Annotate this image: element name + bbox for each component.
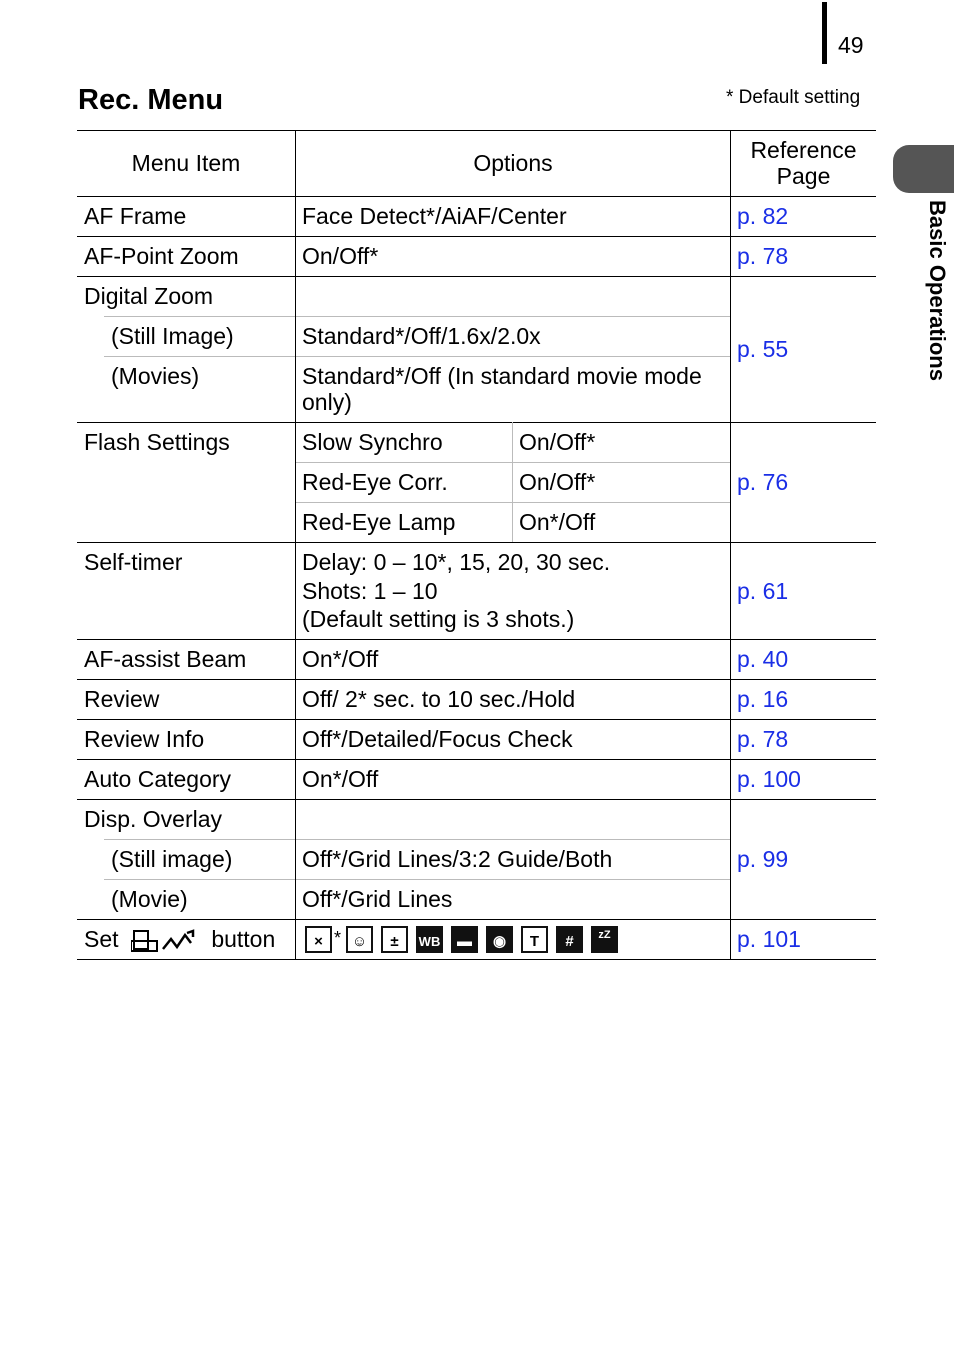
default-mark: * [334,928,342,948]
digital-zoom-movies-label: (Movies) [111,363,200,389]
button-label: button [211,926,276,952]
disp-overlay-item: Disp. Overlay [84,806,223,832]
self-timer-line2: Shots: 1 – 10 [302,578,438,604]
self-timer-item: Self-timer [84,549,183,575]
white-balance-icon: WB [416,926,443,953]
self-timer-ref[interactable]: p. 61 [737,578,789,604]
digital-zoom-ref[interactable]: p. 55 [737,336,789,362]
timer-icon: T [521,926,548,953]
digital-zoom-still-options: Standard*/Off/1.6x/2.0x [302,323,541,349]
auto-category-item: Auto Category [84,766,232,792]
af-frame-options: Face Detect*/AiAF/Center [302,203,567,229]
disp-overlay-still-options: Off*/Grid Lines/3:2 Guide/Both [302,846,613,872]
page-title: Rec. Menu [78,84,224,116]
disp-overlay-still-label: (Still image) [111,846,233,872]
self-timer-line1: Delay: 0 – 10*, 15, 20, 30 sec. [302,549,611,575]
face-select-icon: ☺ [346,926,373,953]
header-reference-line2: Page [776,163,831,189]
flash-sub-slow-synchro: Slow Synchro [302,429,443,455]
flash-val-red-eye-lamp: On*/Off [519,509,596,535]
flash-sub-red-eye-corr: Red-Eye Corr. [302,469,448,495]
review-info-item: Review Info [84,726,205,752]
print-share-icon [131,927,199,955]
set-label: Set [84,926,119,952]
review-info-options: Off*/Detailed/Focus Check [302,726,573,752]
side-label: Basic Operations [925,200,950,381]
af-assist-ref[interactable]: p. 40 [737,646,789,672]
red-eye-correction-icon: ◉ [486,926,513,953]
digital-zoom-movies-options-line2: only) [302,389,352,415]
review-ref[interactable]: p. 16 [737,686,789,712]
page-number: 49 [838,32,864,58]
header-reference-line1: Reference [750,137,857,163]
disp-overlay-movie-options: Off*/Grid Lines [302,886,453,912]
auto-category-options: On*/Off [302,766,379,792]
flash-sub-red-eye-lamp: Red-Eye Lamp [302,509,456,535]
digital-zoom-item: Digital Zoom [84,283,214,309]
review-options: Off/ 2* sec. to 10 sec./Hold [302,686,576,712]
grid-lines-icon: # [556,926,583,953]
set-button-ref[interactable]: p. 101 [737,926,801,952]
set-button-options [305,925,626,953]
no-function-icon: × [305,926,332,953]
auto-category-ref[interactable]: p. 100 [737,766,801,792]
flash-settings-item: Flash Settings [84,429,230,455]
af-frame-item: AF Frame [84,203,187,229]
default-note: * Default setting [726,87,861,108]
flash-val-slow-synchro: On/Off* [519,429,596,455]
af-point-zoom-item: AF-Point Zoom [84,243,239,269]
custom-white-balance-icon: ▬ [451,926,478,953]
header-options: Options [473,150,553,176]
disp-overlay-movie-label: (Movie) [111,886,188,912]
af-point-zoom-ref[interactable]: p. 78 [737,243,789,269]
af-assist-options: On*/Off [302,646,379,672]
exposure-compensation-icon: ± [381,926,408,953]
display-off-icon: zZ [591,926,618,953]
af-assist-item: AF-assist Beam [84,646,247,672]
review-item: Review [84,686,160,712]
disp-overlay-ref[interactable]: p. 99 [737,846,789,872]
digital-zoom-still-label: (Still Image) [111,323,234,349]
self-timer-line3: (Default setting is 3 shots.) [302,606,575,632]
digital-zoom-movies-options-line1: Standard*/Off (In standard movie mode [302,363,702,389]
af-frame-ref[interactable]: p. 82 [737,203,789,229]
flash-val-red-eye-corr: On/Off* [519,469,596,495]
af-point-zoom-options: On/Off* [302,243,379,269]
set-button-item [84,926,275,955]
flash-settings-ref[interactable]: p. 76 [737,469,789,495]
review-info-ref[interactable]: p. 78 [737,726,789,752]
header-menu-item: Menu Item [131,150,241,176]
